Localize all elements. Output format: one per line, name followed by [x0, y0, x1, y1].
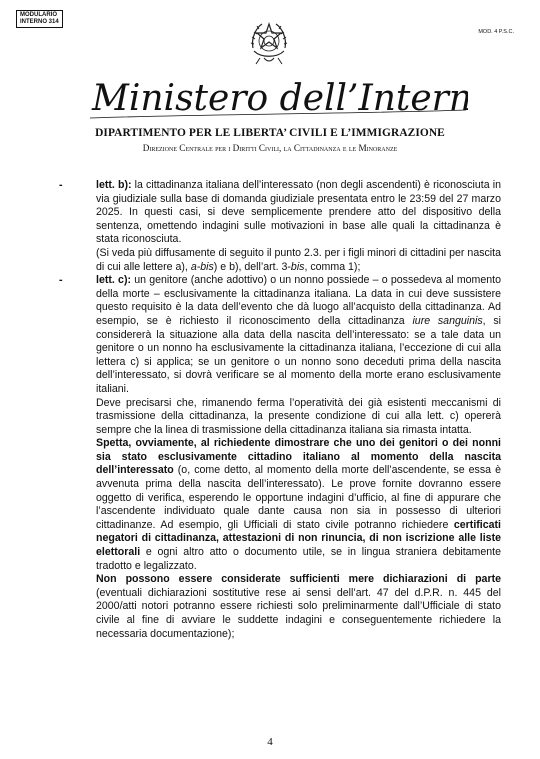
ministry-script-title [88, 68, 468, 124]
list-bullet: - [59, 179, 63, 191]
bold-text: Spetta, ovviamente, al richiedente dimostrare che uno dei genitori o dei nonni sia stato esclusivamente cittadino italiano al momento della nascita dell’interessato [96, 437, 501, 477]
paragraph-note [96, 247, 501, 274]
item-text: e ogni altro atto o documento utile, se in lingua straniera debitamente tradotto e legalizzato. [96, 546, 501, 572]
paragraph-lett-b [96, 179, 501, 247]
modulario-line1: MODULARIO [20, 12, 57, 18]
mod-code: MOD. 4 P.S.C. [478, 29, 514, 35]
bold-text: Non possono essere considerate sufficienti mere dichiarazioni di parte [96, 573, 501, 586]
page-number: 4 [267, 736, 273, 748]
paragraph-precisazione: Deve precisarsi che, rimanendo ferma l’operatività dei già esistenti meccanismi di trasmissione della cittadinanza, la presente condizione di cui alla lett. c) opererà sempre che la linea di trasmissione della cittadinanza italiana sia rimasta intatta. [96, 396, 501, 436]
list-bullet: - [59, 274, 63, 287]
paragraph-onere-prova [96, 437, 501, 573]
note-text: (Si veda più diffusamente di seguito il punto 2.3. per i figli minori di cittadini per nascita di cui alle lettere a), [96, 246, 501, 273]
paragraph-lett-c [96, 274, 501, 396]
note-italic: a-bis [190, 260, 214, 273]
item-label: lett. c): [96, 274, 132, 287]
item-text: (o, come detto, al momento della morte dell’ascendente, se essa è avvenuta prima della nascita dell’interessato). Le prove fornite dovranno essere oggetto di verifica, esperendo le opportune indagini d’ufficio, al fine di appurare che l’ascendente individuato quale dante causa non sia in possesso di ulteriori cittadinanze. Ad esempio, gli Ufficiali di stato civile potranno richiedere [96, 464, 501, 531]
bold-text: certificati negatori di cittadinanza, attestazioni di non rinuncia, di non iscrizione alle liste elettorali [96, 518, 501, 559]
list-item-lett-b [59, 179, 501, 274]
italian-republic-emblem-icon [246, 18, 292, 70]
item-label: lett. b): [96, 179, 132, 191]
ministry-script-text: Ministero dell’Interno [92, 78, 468, 119]
item-text: (eventuali dichiarazioni sostitutive rese ai sensi dell’art. 47 del d.P.R. n. 445 del 2000/atti notori potranno essere richiesti solo preliminarmente dall’Ufficiale di stato civile al fine di avviare le suddette indagini e conseguentemente richiedere la necessaria documentazione); [96, 586, 501, 640]
department-name: DIPARTIMENTO PER LE LIBERTA’ CIVILI E L’IMMIGRAZIONE [95, 127, 445, 139]
directorate-name: Direzione Centrale per i Diritti Civili, la Cittadinanza e le Minoranze [142, 143, 398, 153]
modulario-box [16, 10, 63, 28]
item-italic: iure sanguinis [412, 314, 483, 327]
document-body [59, 179, 501, 641]
note-text: , comma 1); [304, 260, 361, 273]
modulario-line2: INTERNO 314 [20, 19, 59, 25]
item-text: , si considererà la situazione alla data della nascita dell’interessato: se a tale data un genitore o un nonno ha esclusivamente la cittadinanza italiana, l’eccezione di cui alla lettera c) si applica; se un genitore o un nonno sono deceduti prima della nascita dell’interessato, si dovrà verificare se al momento della morte erano esclusivamente italiani. [96, 314, 501, 395]
item-text: un genitore (anche adottivo) o un nonno possiede – o possedeva al momento della morte – esclusivamente la cittadinanza italiana. La data in cui deve sussistere questo requisito è la data dell’evento che dà luogo all’acquisto della cittadinanza. Ad esempio, se è richiesto il riconoscimento della cittadinanza [96, 274, 501, 327]
item-text: la cittadinanza italiana dell’interessato (non degli ascendenti) è riconosciuta in via giudiziale sulla base di domanda giudiziale presentata entro le 23:59 del 27 marzo 2025. In questi casi, si deve semplicemente prendere atto del dispositivo della sentenza, omettendo indagini sulle motivazioni in base alle quali la cittadinanza è stata riconosciuta. [96, 179, 501, 246]
list-item-lett-c [59, 274, 501, 641]
paragraph-dichiarazioni [96, 573, 501, 641]
note-italic: bis [290, 260, 305, 273]
note-text: ) e b), dell’art. 3- [213, 260, 291, 273]
